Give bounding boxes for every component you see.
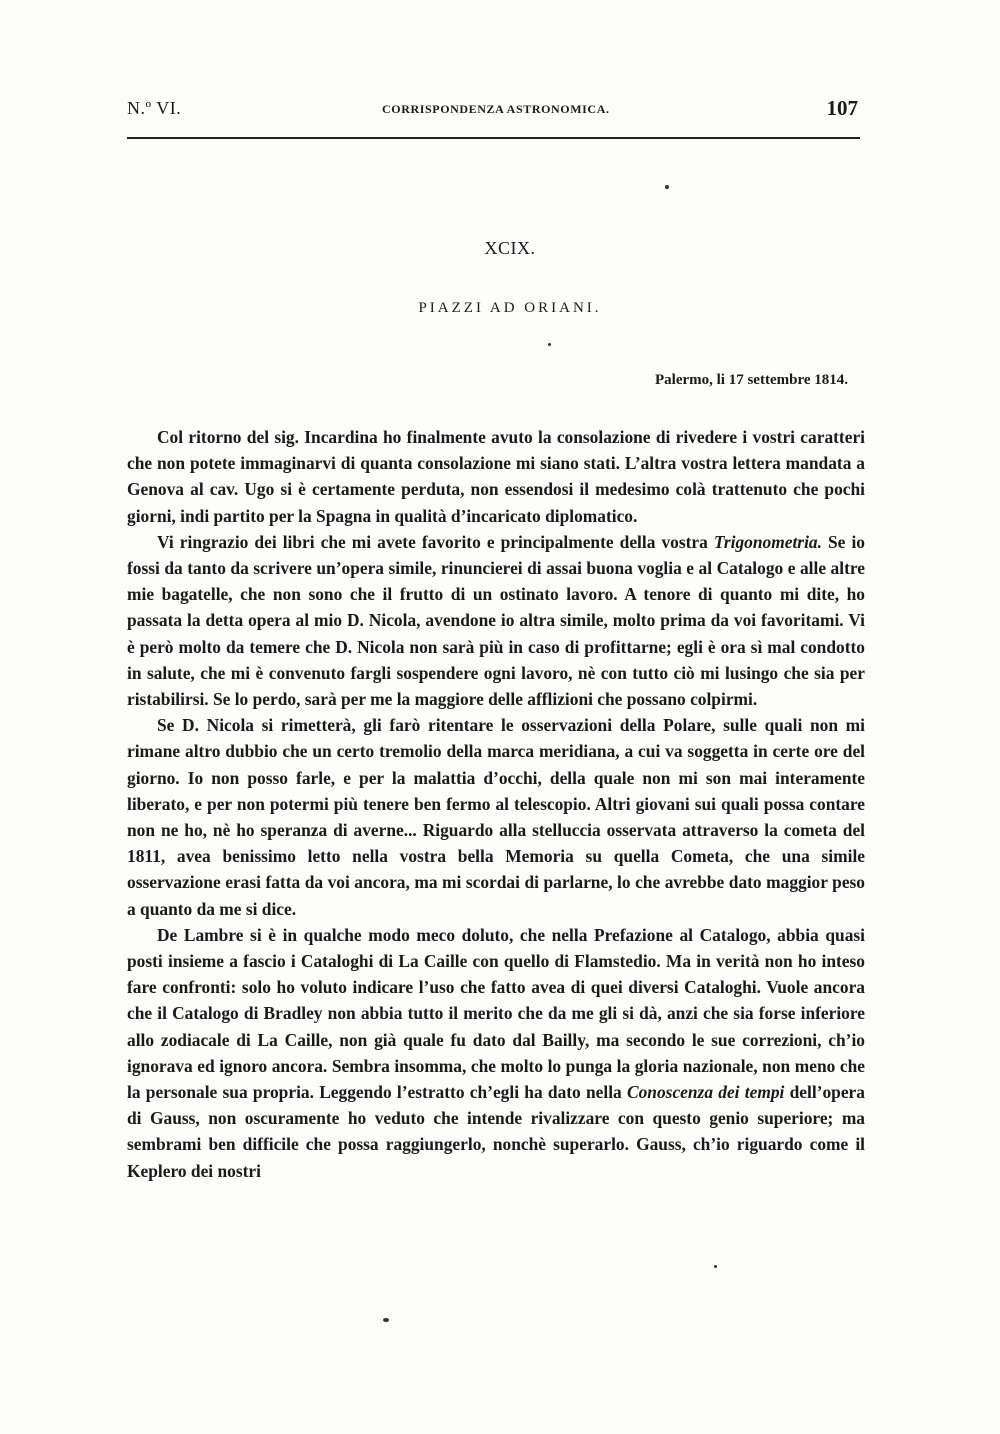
letter-dateline: Palermo, li 17 settembre 1814. — [654, 372, 848, 388]
print-speck — [665, 185, 669, 189]
print-speck — [548, 343, 551, 346]
header-rule — [127, 137, 860, 139]
letter-title: PIAZZI AD ORIANI. — [418, 300, 602, 316]
paragraph: Col ritorno del sig. Incardina ho finalmente avuto la consolazione di rivedere i vostri caratteri che non potete immaginarvi di quanta consolazione mi siano stati. L’altra vostra lettera mandata a Genova al cav. Ugo si è certamente perduta, non essendosi il medesimo colà trattenuto che pochi giorni, indi partito per la Spagna in qualità d’incaricato diplomatico. — [127, 427, 865, 526]
print-speck — [383, 1318, 389, 1322]
running-title: CORRISPONDENZA ASTRONOMICA. — [382, 102, 610, 116]
print-speck — [714, 1265, 717, 1268]
running-header — [127, 96, 860, 124]
journal-title-conoscenza: Conoscenza dei tempi — [627, 1082, 785, 1103]
paragraph: Se D. Nicola si rimetterà, gli farò ritentare le osservazioni della Polare, sulle quali non mi rimane altro dubbio che un certo tremolio della marca meridiana, a cui va soggetta in certe ore del giorno. Io non posso farle, e per la malattia d’occhi, della quale non mi son mai interamente liberato, e per non potermi più tenere ben fermo al telescopio. Altri giovani sui quali possa contare non ne ho, nè ho speranza di averne... Riguardo alla stelluccia osservata attraverso la cometa del 1811, avea benissimo letto nella vostra bella Memoria su quella Cometa, che una simile osservazione erasi fatta da voi ancora, ma mi scordai di parlarne, lo che avrebbe dato maggior peso a quanto da me si dice. — [127, 715, 865, 919]
paragraph: Vi ringrazio dei libri che mi avete favorito e principalmente della vostra Trigonometria. Se io fossi da tanto da scrivere un’opera simile, rinuncierei di assai buona voglia e al Catalogo e alle altre mie bagatelle, che non sono che il frutto di un ostinato lavoro. A tenore di quanto mi dite, ho passata la detta opera al mio D. Nicola, avendone io altra simile, molto prima da voi favoritami. Vi è però molto da temere che D. Nicola non sarà più in caso di profittarne; egli è ora sì mal condotto in salute, che mi è convenuto fargli sospendere ogni lavoro, nè con tutto ciò mi lusingo che sia per ristabilirsi. Se lo perdo, sarà per me la maggiore delle afflizioni che possano colpirmi. — [127, 531, 865, 710]
letter-body — [127, 424, 865, 1184]
paragraph: De Lambre si è in qualche modo meco doluto, che nella Prefazione al Catalogo, abbia quasi posti insieme a fascio i Cataloghi di La Caille con quello di Flamstedio. Ma in verità non ho inteso fare confronti: solo ho voluto indicare l’uso che fatto avea di quei diversi Cataloghi. Vuole ancora che il Catalogo di Bradley non abbia tutto il merito che da me gli si dà, anzi che sia forse inferiore allo zodiacale di La Caille, non già quale fu dato dal Bailly, ma secondo le sue correzioni, ch’io ignorava ed ignoro ancora. Sembra insomma, che molto lo punga la gloria nazionale, non meno che la personale sua propria. Leggendo l’estratto ch’egli ha dato nella Conoscenza dei tempi dell’opera di Gauss, non oscuramente ho veduto che intende rivalizzare con questo genio superiore; ma sembrami ben difficile che possa raggiungerlo, nonchè superarlo. Gauss, ch’io riguardo come il Keplero dei nostri — [127, 924, 865, 1181]
issue-number: N.º VI. — [127, 98, 182, 118]
book-title-trigonometria: Trigonometria. — [713, 531, 822, 552]
letter-number: XCIX. — [484, 238, 536, 258]
page-number: 107 — [826, 96, 858, 120]
